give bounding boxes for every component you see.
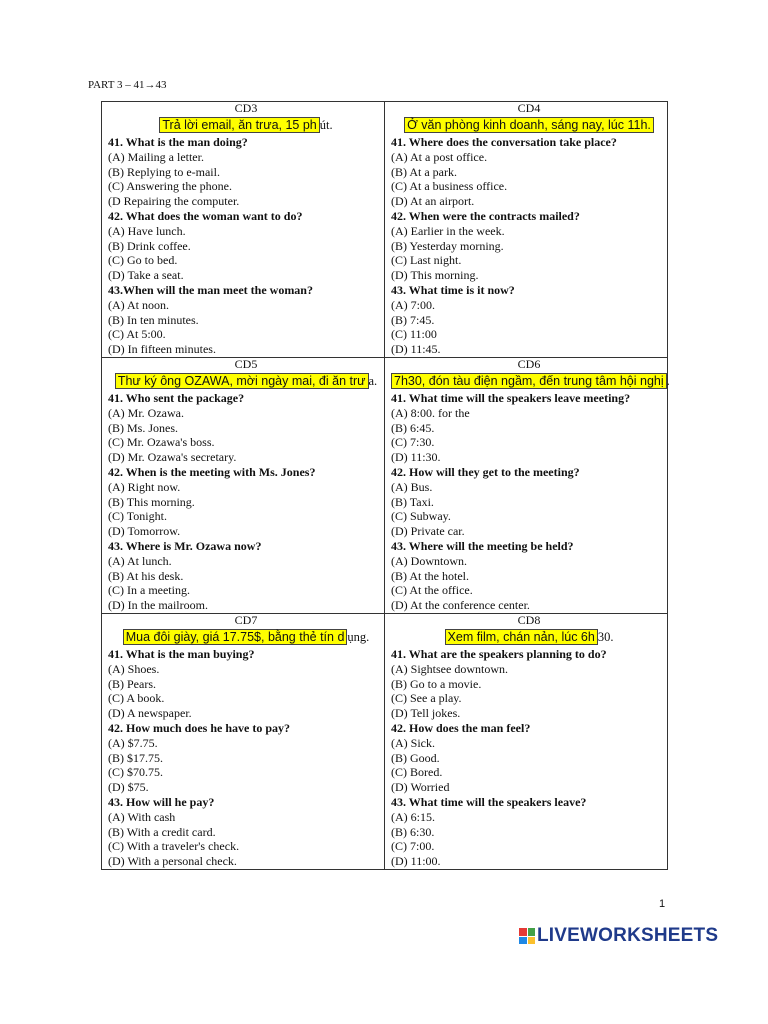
answer-option: (C) 7:00. — [391, 839, 435, 854]
cd-header: CD8 — [517, 613, 541, 627]
answer-option: (D) Mr. Ozawa's secretary. — [108, 450, 237, 465]
answer-option: (D) At an airport. — [391, 194, 475, 209]
answer-option: (B) Good. — [391, 750, 440, 765]
answer-option: (D) This morning. — [391, 268, 479, 283]
answer-option: (B) Ms. Jones. — [108, 420, 179, 435]
answer-option: (D) 11:00. — [391, 854, 441, 869]
answer-option: (B) Yesterday morning. — [391, 238, 504, 253]
page-number: 1 — [659, 898, 666, 910]
answer-option: (C) 7:30. — [391, 435, 435, 450]
answer-option: (C) $70.75. — [108, 765, 163, 780]
answer-option: (A) At lunch. — [108, 553, 172, 568]
note-highlight: 7h30, đón tàu điện ngầm, đến trung tâm hội nghị — [391, 373, 667, 389]
cd-note — [108, 115, 384, 135]
answer-option: (A) At noon. — [108, 297, 169, 312]
logo-text: LIVEWORKSHEETS — [537, 925, 719, 946]
logo-square-icon — [519, 928, 527, 936]
question-text: 42. How does the man feel? — [391, 720, 531, 735]
note-rest: 30. — [597, 630, 614, 644]
answer-option: (B) $17.75. — [108, 750, 163, 765]
answer-option: (C) 11:00 — [391, 327, 437, 342]
question-text: 41. What is the man doing? — [108, 135, 248, 149]
answer-option: (A) Bus. — [391, 479, 433, 494]
answer-option: (B) 7:45. — [391, 312, 435, 327]
answer-option: (A) Sick. — [391, 735, 435, 750]
question-text: 41. What are the speakers planning to do? — [391, 647, 607, 661]
note-highlight: Mua đôi giày, giá 17.75$, bằng thẻ tín d — [123, 629, 348, 645]
answer-option: (C) Go to bed. — [108, 253, 178, 268]
answer-option: (C) A book. — [108, 691, 165, 706]
question-text: 43. How will he pay? — [108, 794, 215, 809]
logo-icon — [519, 928, 535, 944]
question-text: 43.When will the man meet the woman? — [108, 282, 313, 297]
note-rest: ụng. — [347, 630, 370, 644]
question-text: 43. Where is Mr. Ozawa now? — [108, 538, 262, 553]
answer-option: (B) In ten minutes. — [108, 312, 199, 327]
answer-option: (B) At a park. — [391, 164, 457, 179]
answer-option: (B) Taxi. — [391, 494, 434, 509]
cd-header: CD6 — [517, 357, 541, 371]
note-highlight: Ở văn phòng kinh doanh, sáng nay, lúc 11h. — [404, 117, 654, 133]
answer-option: (D) Tell jokes. — [391, 706, 461, 721]
answer-option: (C) Bored. — [391, 765, 443, 780]
answer-option: (C) Mr. Ozawa's boss. — [108, 435, 215, 450]
answer-option: (A) Mailing a letter. — [108, 149, 204, 164]
cd-cell — [102, 102, 385, 358]
answer-option: (A) $7.75. — [108, 735, 158, 750]
worksheet-table — [101, 101, 668, 870]
answer-option: (D) In fifteen minutes. — [108, 342, 216, 357]
question-text: 41. What time will the speakers leave meeting? — [391, 391, 631, 405]
question-text: 41. What is the man buying? — [108, 647, 255, 661]
answer-option: (D) In the mailroom. — [108, 598, 208, 613]
answer-option: (D) Worried — [391, 780, 450, 795]
liveworksheets-logo[interactable] — [519, 925, 718, 947]
note-rest: . — [666, 374, 670, 388]
cd-cell — [385, 358, 668, 614]
answer-option: (A) Downtown. — [391, 553, 467, 568]
answer-option: (A) With cash — [108, 809, 176, 824]
answer-option: (C) In a meeting. — [108, 583, 190, 598]
answer-option: (D) Private car. — [391, 524, 465, 539]
answer-option: (C) Tonight. — [108, 509, 167, 524]
answer-option: (B) 6:30. — [391, 824, 435, 839]
answer-option: (D Repairing the computer. — [108, 194, 240, 209]
question-text: 43. Where will the meeting be held? — [391, 538, 574, 553]
note-highlight: Xem film, chán nản, lúc 6h — [445, 629, 598, 645]
cd-header: CD5 — [234, 357, 258, 371]
cd-cell — [102, 358, 385, 614]
answer-option: (C) With a traveler's check. — [108, 839, 240, 854]
answer-option: (A) Earlier in the week. — [391, 223, 505, 238]
question-text: 42. How much does he have to pay? — [108, 720, 291, 735]
logo-square-icon — [528, 928, 536, 936]
cd-header: CD7 — [234, 613, 258, 627]
question-text: 42. What does the woman want to do? — [108, 208, 303, 223]
answer-option: (B) At his desk. — [108, 568, 184, 583]
question-text: 42. When is the meeting with Ms. Jones? — [108, 464, 316, 479]
note-highlight: Thư ký ông OZAWA, mời ngày mai, đi ăn trư — [115, 373, 369, 389]
answer-option: (A) Have lunch. — [108, 223, 186, 238]
answer-option: (B) Pears. — [108, 676, 156, 691]
answer-option: (B) This morning. — [108, 494, 195, 509]
answer-option: (B) Replying to e-mail. — [108, 164, 220, 179]
note-highlight: Trả lời email, ăn trưa, 15 ph — [159, 117, 319, 133]
answer-option: (A) 7:00. — [391, 297, 435, 312]
question-text: 41. Who sent the package? — [108, 391, 245, 405]
logo-square-icon — [519, 937, 527, 945]
question-text: 42. When were the contracts mailed? — [391, 208, 580, 223]
table-row — [102, 358, 668, 614]
answer-option: (A) Shoes. — [108, 661, 160, 676]
table-row — [102, 614, 668, 870]
cd-cell — [102, 614, 385, 870]
answer-option: (D) Tomorrow. — [108, 524, 181, 539]
answer-option: (D) 11:45. — [391, 342, 441, 357]
page-title: PART 3 – 41→43 — [88, 79, 167, 91]
logo-square-icon — [528, 937, 536, 945]
answer-option: (D) 11:30. — [391, 450, 441, 465]
answer-option: (A) Mr. Ozawa. — [108, 405, 184, 420]
answer-option: (D) A newspaper. — [108, 706, 192, 721]
answer-option: (C) Last night. — [391, 253, 462, 268]
question-text: 42. How will they get to the meeting? — [391, 464, 580, 479]
cd-cell — [385, 102, 668, 358]
question-text: 43. What time will the speakers leave? — [391, 794, 587, 809]
question-text: 43. What time is it now? — [391, 282, 515, 297]
answer-option: (C) At the office. — [391, 583, 473, 598]
cd-note — [108, 371, 384, 391]
answer-option: (C) Answering the phone. — [108, 179, 232, 194]
answer-option: (D) At the conference center. — [391, 598, 530, 613]
answer-option: (A) 8:00. for the — [391, 405, 470, 420]
cd-note — [391, 627, 667, 647]
question-text: 41. Where does the conversation take place? — [391, 135, 617, 149]
answer-option: (C) At a business office. — [391, 179, 508, 194]
answer-option: (C) See a play. — [391, 691, 462, 706]
answer-option: (D) With a personal check. — [108, 854, 237, 869]
answer-option: (A) Right now. — [108, 479, 181, 494]
table-row — [102, 102, 668, 358]
answer-option: (B) Drink coffee. — [108, 238, 191, 253]
cd-header: CD4 — [517, 101, 541, 115]
answer-option: (C) At 5:00. — [108, 327, 166, 342]
answer-option: (B) 6:45. — [391, 420, 435, 435]
answer-option: (A) Sightsee downtown. — [391, 661, 508, 676]
cd-note — [108, 627, 384, 647]
cd-cell — [385, 614, 668, 870]
answer-option: (A) At a post office. — [391, 149, 488, 164]
cd-header: CD3 — [234, 101, 258, 115]
answer-option: (A) 6:15. — [391, 809, 435, 824]
note-rest: út. — [319, 118, 333, 132]
cd-note — [391, 115, 667, 135]
answer-option: (C) Subway. — [391, 509, 451, 524]
answer-option: (B) Go to a movie. — [391, 676, 482, 691]
answer-option: (D) $75. — [108, 780, 149, 795]
answer-option: (D) Take a seat. — [108, 268, 184, 283]
note-rest: a. — [368, 374, 378, 388]
cd-note — [391, 371, 670, 391]
answer-option: (B) At the hotel. — [391, 568, 469, 583]
answer-option: (B) With a credit card. — [108, 824, 216, 839]
